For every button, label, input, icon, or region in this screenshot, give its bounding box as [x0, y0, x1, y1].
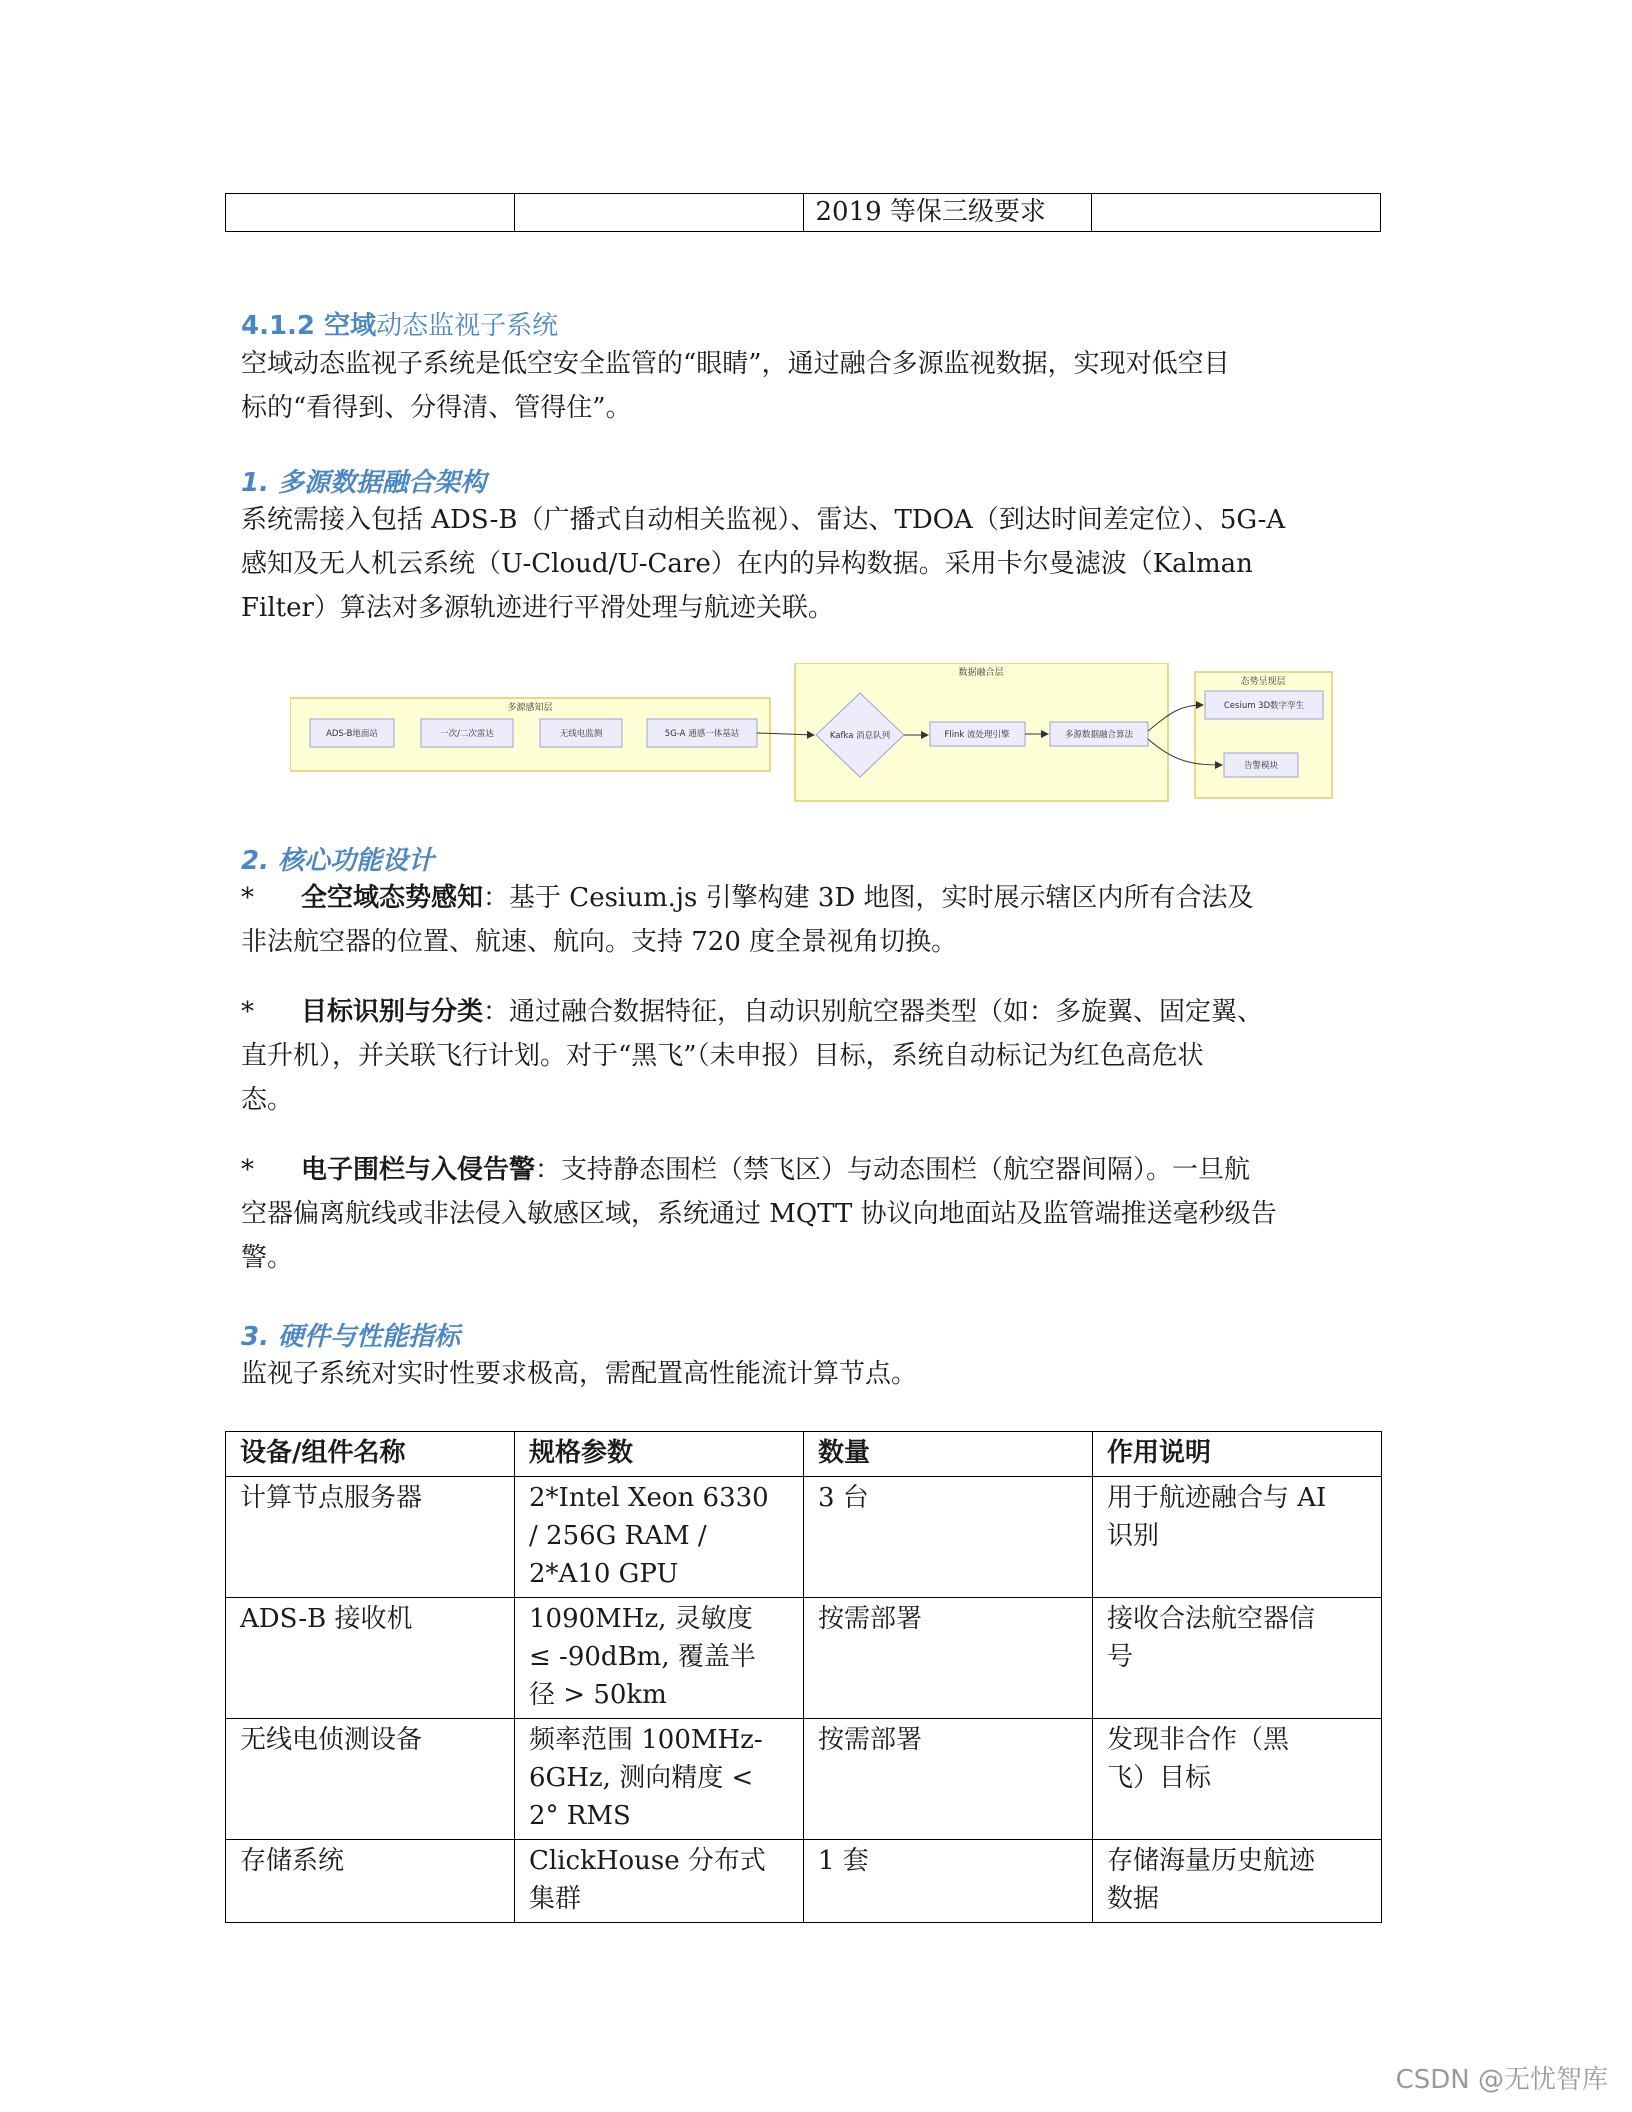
- node-radar-label: 一次/二次雷达: [440, 729, 494, 739]
- section-title-bold: 空域: [324, 311, 377, 341]
- bullet-colon: ：: [483, 883, 510, 913]
- cell-line: 2*A10 GPU: [529, 1559, 679, 1589]
- cell-line: 号: [1107, 1642, 1134, 1672]
- hardware-spec-table: [225, 1431, 1382, 1923]
- text-line: 系统需接入包括 ADS-B（广播式自动相关监视）、雷达、TDOA（到达时间差定位）、5G-A: [241, 505, 1286, 535]
- bullet-marker: *: [241, 997, 254, 1027]
- cell-line: 数据: [1107, 1884, 1160, 1914]
- node-algo-label: 多源数据融合算法: [1064, 730, 1134, 740]
- bullet-target-recognition: [241, 990, 1391, 1122]
- table-row: [226, 1719, 1382, 1840]
- cell-line: ClickHouse 分布式: [529, 1846, 766, 1876]
- cell-line: 存储海量历史航迹: [1107, 1846, 1316, 1876]
- text-line: 非法航空器的位置、航速、航向。支持 720 度全景视角切换。: [241, 927, 958, 957]
- text-line: 态。: [241, 1085, 294, 1115]
- cell-line: 用于航迹融合与 AI: [1107, 1483, 1327, 1513]
- cell-line: 发现非合作（黑: [1107, 1725, 1290, 1755]
- table-cell: [515, 1477, 804, 1598]
- bullet-airspace-awareness: [241, 876, 1391, 964]
- column-header: 设备/组件名称: [226, 1432, 515, 1477]
- table-row: [226, 1477, 1382, 1598]
- section-title-rest: 动态监视子系统: [376, 311, 559, 341]
- table-row: [226, 1840, 1382, 1923]
- cell-line: ≤ -90dBm, 覆盖半: [529, 1642, 756, 1672]
- node-5g-label: 5G-A 通感一体基站: [664, 729, 740, 739]
- table-cell: [515, 1598, 804, 1719]
- cell-line: / 256G RAM /: [529, 1521, 707, 1551]
- text-line: 支持静态围栏（禁飞区）与动态围栏（航空器间隔）。一旦航: [561, 1155, 1251, 1185]
- text-line: 感知及无人机云系统（U-Cloud/U-Care）在内的异构数据。采用卡尔曼滤波（Kalman: [241, 549, 1253, 579]
- section-heading: [241, 305, 558, 342]
- text-line: Filter）算法对多源轨迹进行平滑处理与航迹关联。: [241, 593, 834, 623]
- text-line: 通过融合数据特征，自动识别航空器类型（如：多旋翼、固定翼、: [509, 997, 1264, 1027]
- column-header: 作用说明: [1093, 1432, 1382, 1477]
- table-cell: [1093, 1719, 1382, 1840]
- node-alarm-label: 告警模块: [1243, 761, 1279, 771]
- cell-line: 识别: [1107, 1521, 1160, 1551]
- cell-line: 集群: [529, 1884, 582, 1914]
- bullet-marker: *: [241, 883, 254, 913]
- cell-line: 接收合法航空器信: [1107, 1604, 1316, 1634]
- top-table-fragment: [225, 193, 1381, 232]
- table-row: [226, 1598, 1382, 1719]
- node-kafka-label: Kafka 消息队列: [829, 731, 891, 741]
- column-header: 数量: [804, 1432, 1093, 1477]
- table-cell: [1093, 1598, 1382, 1719]
- bullet-marker: *: [241, 1155, 254, 1185]
- section-number: 4.1.2: [241, 311, 316, 341]
- table-cell: [514, 194, 803, 232]
- table-cell: 存储系统: [226, 1840, 515, 1923]
- text-line: 标的“看得到、分得清、管得住”。: [241, 393, 632, 423]
- watermark: CSDN @无忧智库: [1395, 2065, 1608, 2095]
- table-cell: [515, 1719, 804, 1840]
- table-cell: 按需部署: [804, 1598, 1093, 1719]
- bullet-label: 目标识别与分类: [301, 997, 484, 1027]
- bullet-label: 全空域态势感知: [301, 883, 484, 913]
- table-cell: [1092, 194, 1381, 232]
- text-line: 直升机），并关联飞行计划。对于“黑飞”（未申报）目标，系统自动标记为红色高危状: [241, 1041, 1204, 1071]
- group-present-label: 态势呈现层: [1240, 677, 1286, 687]
- bullet-label: 电子围栏与入侵告警: [301, 1155, 536, 1185]
- text-line: 空器偏离航线或非法侵入敏感区域，系统通过 MQTT 协议向地面站及监管端推送毫秒级告: [241, 1199, 1277, 1229]
- data-fusion-architecture-diagram: [290, 663, 1350, 811]
- cell-line: 频率范围 100MHz-: [529, 1725, 763, 1755]
- table-cell: 3 台: [804, 1477, 1093, 1598]
- hardware-intro: 监视子系统对实时性要求极高，需配置高性能流计算节点。: [241, 1359, 918, 1389]
- table-cell: 无线电侦测设备: [226, 1719, 515, 1840]
- cell-line: 径 > 50km: [529, 1680, 667, 1710]
- text-line: 空域动态监视子系统是低空安全监管的“眼睛”，通过融合多源监视数据，实现对低空目: [241, 349, 1230, 379]
- text-line: 基于 Cesium.js 引擎构建 3D 地图，实时展示辖区内所有合法及: [509, 883, 1254, 913]
- table-cell: 按需部署: [804, 1719, 1093, 1840]
- table-cell: ADS-B 接收机: [226, 1598, 515, 1719]
- cell-line: 1090MHz, 灵敏度: [529, 1604, 753, 1634]
- group-sense-label: 多源感知层: [507, 703, 553, 713]
- table-row: [226, 194, 1381, 232]
- cell-line: 2° RMS: [529, 1801, 631, 1831]
- fusion-architecture-paragraph: [241, 498, 1391, 630]
- table-header-row: [226, 1432, 1382, 1477]
- group-fusion-label: 数据融合层: [958, 668, 1004, 678]
- node-cesium-label: Cesium 3D数字孪生: [1223, 701, 1305, 711]
- table-cell: [226, 194, 515, 232]
- intro-paragraph: [241, 342, 1391, 430]
- table-cell: 1 套: [804, 1840, 1093, 1923]
- table-cell: [1093, 1477, 1382, 1598]
- cell-line: 6GHz, 测向精度 <: [529, 1763, 754, 1793]
- table-cell: [515, 1840, 804, 1923]
- cell-line: 飞）目标: [1107, 1763, 1212, 1793]
- bullet-colon: ：: [535, 1155, 562, 1185]
- column-header: 规格参数: [515, 1432, 804, 1477]
- cell-line: 2*Intel Xeon 6330: [529, 1483, 769, 1513]
- subheading-core-functions: 2. 核心功能设计: [241, 846, 435, 876]
- text-line: 警。: [241, 1243, 294, 1273]
- subheading-fusion-architecture: 1. 多源数据融合架构: [241, 468, 487, 498]
- bullet-geofence-alarm: [241, 1148, 1391, 1280]
- subheading-hardware: 3. 硬件与性能指标: [241, 1322, 461, 1352]
- table-cell: 2019 等保三级要求: [803, 194, 1092, 232]
- bullet-colon: ：: [483, 997, 510, 1027]
- table-cell: 计算节点服务器: [226, 1477, 515, 1598]
- node-flink-label: Flink 流处理引擎: [944, 730, 1010, 740]
- node-adsb-label: ADS-B地面站: [326, 729, 378, 739]
- table-cell: [1093, 1840, 1382, 1923]
- node-radio-label: 无线电监测: [559, 729, 603, 739]
